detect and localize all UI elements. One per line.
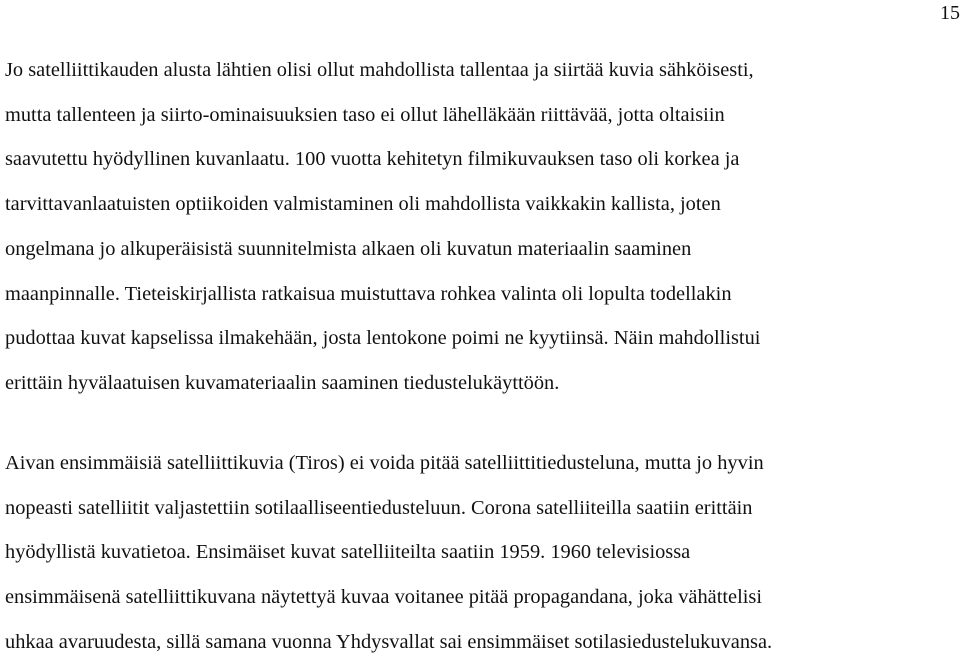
page-number: 15	[940, 2, 960, 24]
text-line: Jo satelliittikauden alusta lähtien olisi ollut mahdollista tallentaa ja siirtää kuvia sähköisesti,	[5, 59, 754, 81]
text-line: uhkaa avaruudesta, sillä samana vuonna Yhdysvallat sai ensimmäiset sotilasiedustelukuvansa.	[5, 630, 773, 653]
text-line: pudottaa kuvat kapselissa ilmakehään, josta lentokone poimi ne kyytiinsä. Näin mahdollistui	[5, 327, 761, 350]
text-line: ensimmäisenä satelliittikuvana näytettyä kuvaa voitanee pitää propagandana, joka vähättelisi	[5, 586, 763, 609]
text-line: nopeasti satelliitit valjastettiin sotilaalliseentiedusteluun. Corona satelliiteilla saatiin erittäin	[5, 496, 753, 519]
text-line: mutta tallenteen ja siirto-ominaisuuksien taso ei ollut lähelläkään riittävää, jotta oltaisiin	[5, 103, 725, 126]
text-line: tarvittavanlaatuisten optiikoiden valmistaminen oli mahdollista vaikkakin kallista, joten	[5, 193, 721, 216]
text-line: ongelmana jo alkuperäisistä suunnitelmista alkaen oli kuvatun materiaalin saaminen	[5, 237, 692, 260]
text-line: erittäin hyvälaatuisen kuvamateriaalin saaminen tiedustelukäyttöön.	[5, 371, 560, 394]
text-line: maanpinnalle. Tieteiskirjallista ratkaisua muistuttava rohkea valinta oli lopulta todellakin	[5, 282, 732, 305]
paragraph-satellite-era	[5, 48, 960, 406]
text-line: saavutettu hyödyllinen kuvanlaatu. 100 vuotta kehitetyn filmikuvauksen taso oli korkea ja	[5, 148, 740, 171]
text-line: Aivan ensimmäisiä satelliittikuvia (Tiros) ei voida pitää satelliittitiedusteluna, mutta jo hyvin	[5, 452, 764, 474]
text-line: hyödyllistä kuvatietoa. Ensimäiset kuvat satelliiteilta saatiin 1959. 1960 televisiossa	[5, 541, 691, 564]
paragraph-first-satellite-images	[5, 441, 960, 665]
